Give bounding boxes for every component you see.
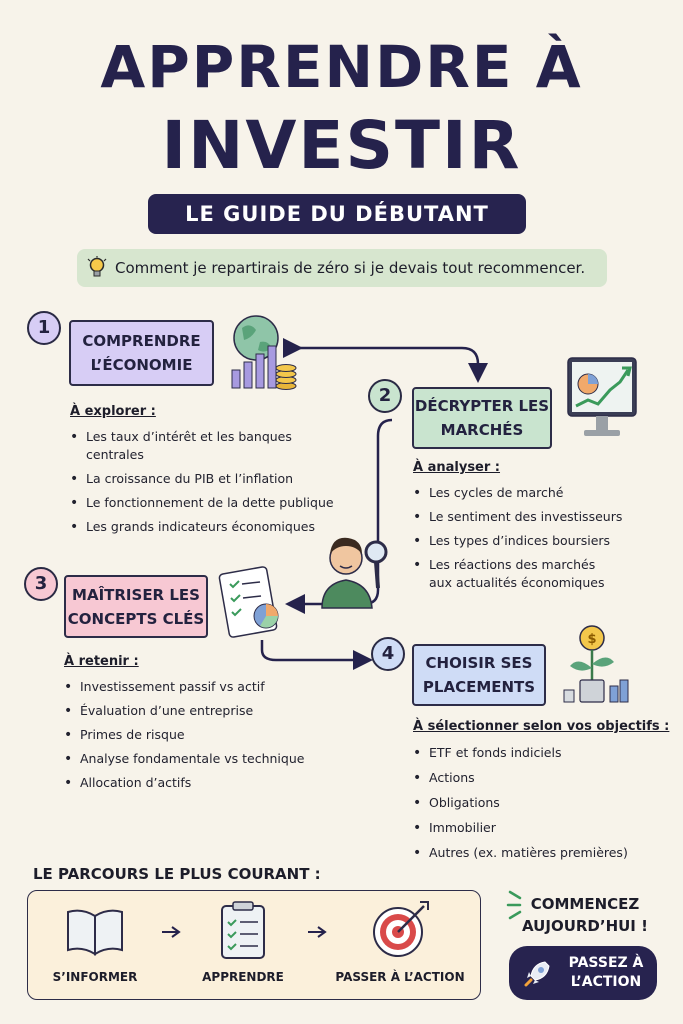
cta-line2: AUJOURD’HUI ! [522, 917, 648, 935]
arrow-right-icon [306, 924, 328, 940]
step-2-title-box [412, 387, 552, 449]
step-4-list [413, 744, 673, 869]
journey-step-3-label: PASSER À L’ACTION [335, 970, 465, 984]
step-1-number: 1 [27, 311, 61, 345]
step-2-title-line2: MARCHÉS [440, 421, 524, 439]
step-3-title-line1: MAÎTRISER LES [72, 585, 200, 604]
step-2-title-line1: DÉCRYPTER LES [414, 397, 550, 415]
cta-line1: COMMENCEZ [530, 895, 640, 913]
step-4-title-line2: PLACEMENTS [422, 678, 536, 696]
list-item: • Investissement passif vs actif [64, 678, 344, 696]
svg-text:$: $ [587, 632, 597, 647]
list-item: • La croissance du PIB et l’inflation [70, 470, 350, 488]
step-4-number: 4 [371, 637, 405, 671]
list-item: • Évaluation d’une entreprise [64, 702, 344, 720]
arrow-right-icon [160, 924, 182, 940]
list-item: • Obligations [413, 794, 673, 812]
take-action-line1: PASSEZ À [568, 955, 644, 971]
rocket-icon [523, 958, 553, 988]
target-icon [370, 898, 432, 960]
monitor-chart-icon [566, 356, 638, 450]
list-item: • Analyse fondamentale vs technique [64, 750, 344, 768]
list-item: • Les taux d’intérêt et les banques centrales [70, 428, 350, 464]
step-4-title-box [412, 644, 546, 706]
list-item: • Les types d’indices boursiers [413, 532, 673, 550]
step-4-subhead: À sélectionner selon vos objectifs : [413, 719, 670, 734]
step-2-subhead: À analyser : [413, 460, 501, 475]
list-item: • Les grands indicateurs économiques [70, 518, 350, 536]
journey-step-2-label: APPRENDRE [202, 970, 284, 984]
list-item: • Immobilier [413, 819, 673, 837]
journey-title: LE PARCOURS LE PLUS COURANT : [33, 865, 321, 883]
step-1-list [70, 428, 350, 542]
list-item: • Primes de risque [64, 726, 344, 744]
list-item: • Autres (ex. matières premières) [413, 844, 673, 862]
list-item: • Actions [413, 769, 673, 787]
take-action-button[interactable] [509, 946, 657, 1000]
investor-magnifier-icon [316, 528, 390, 610]
journey-step-1-label: S’INFORMER [52, 970, 138, 984]
page-title-line1: APPRENDRE À [100, 33, 583, 101]
step-2-number: 2 [368, 379, 402, 413]
step-4-title-line1: CHOISIR SES [425, 654, 533, 672]
list-item: • Allocation d’actifs [64, 774, 344, 792]
list-item: • Le fonctionnement de la dette publique [70, 494, 350, 512]
take-action-label [561, 954, 651, 992]
step-3-list [64, 678, 344, 798]
step-3-title-line2: CONCEPTS CLÉS [67, 609, 205, 628]
list-item: • ETF et fonds indiciels [413, 744, 673, 762]
take-action-line2: L’ACTION [570, 974, 642, 990]
globe-coins-icon [228, 310, 300, 392]
step-1-subhead: À explorer : [70, 404, 156, 419]
list-item: • Les réactions des marchés aux actualités économiques [413, 556, 673, 592]
page-title-line2: INVESTIR [161, 107, 522, 184]
checklist-pie-icon [218, 566, 284, 640]
list-item: • Les cycles de marché [413, 484, 673, 502]
step-3-title-box [64, 575, 208, 638]
step-1-title-line1: COMPRENDRE [82, 332, 201, 350]
cta-headline [520, 893, 650, 937]
step-3-subhead: À retenir : [64, 654, 139, 669]
plant-coin-icon [558, 624, 638, 708]
quote-text: Comment je repartirais de zéro si je devais tout recommencer. [115, 259, 586, 277]
step-2-list [413, 484, 673, 598]
clipboard-checklist-icon [218, 900, 268, 960]
list-item: • Le sentiment des investisseurs [413, 508, 673, 526]
subtitle-banner: LE GUIDE DU DÉBUTANT [148, 194, 526, 234]
book-icon [64, 906, 126, 956]
step-1-title-box [69, 320, 214, 386]
step-3-number: 3 [24, 567, 58, 601]
step-1-title-line2: L’ÉCONOMIE [90, 356, 193, 374]
